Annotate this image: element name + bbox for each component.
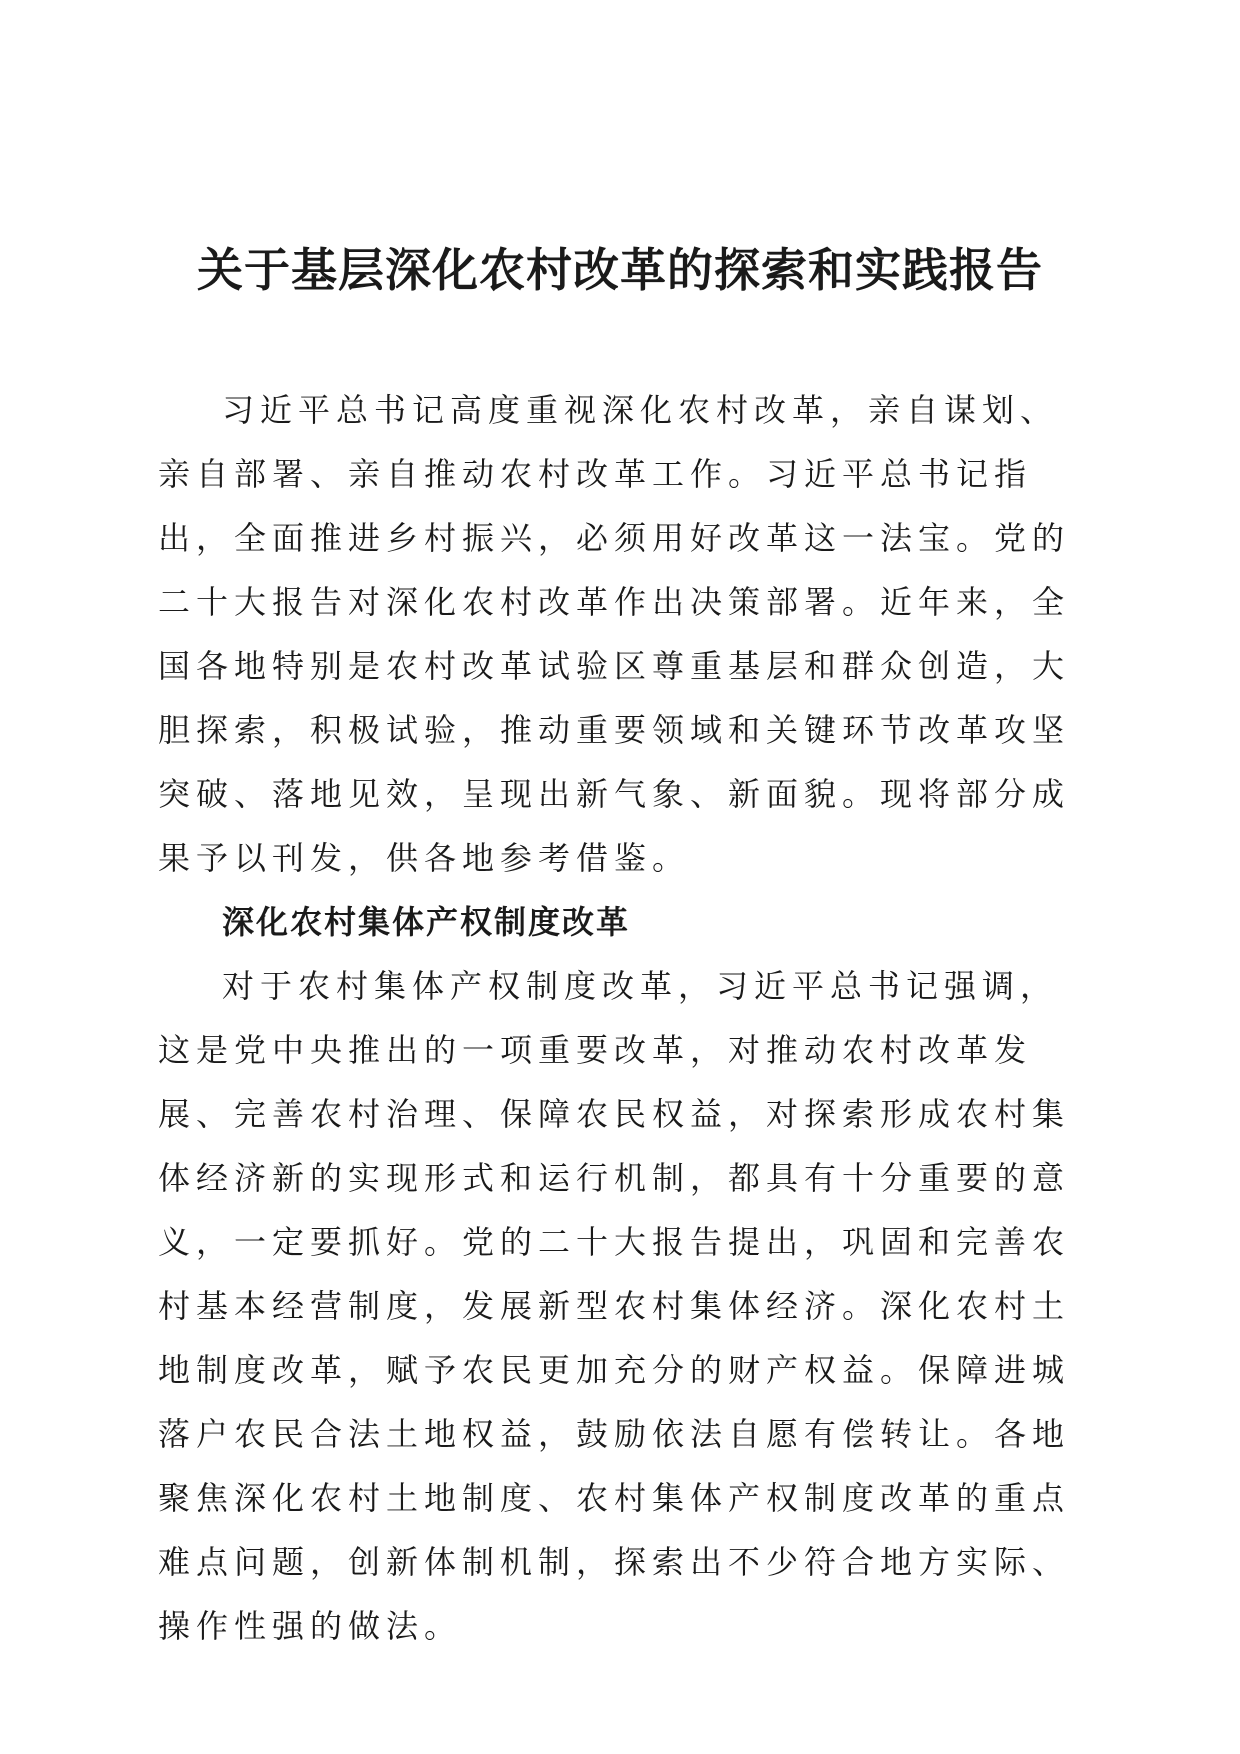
intro-paragraph: 习近平总书记高度重视深化农村改革，亲自谋划、亲自部署、亲自推动农村改革工作。习近平总书记指出，全面推进乡村振兴，必须用好改革这一法宝。党的二十大报告对深化农村改革作出决策部署。近年来，全国各地特别是农村改革试验区尊重基层和群众创造，大胆探索，积极试验，推动重要领域和关键环节改革攻坚突破、落地见效，呈现出新气象、新面貌。现将部分成果予以刊发，供各地参考借鉴。 bbox=[158, 391, 1071, 877]
document-body bbox=[158, 378, 1088, 1658]
section-heading: 深化农村集体产权制度改革 bbox=[222, 903, 631, 941]
document-title: 关于基层深化农村改革的探索和实践报告 bbox=[197, 243, 1043, 297]
section-paragraph: 对于农村集体产权制度改革，习近平总书记强调，这是党中央推出的一项重要改革，对推动农村改革发展、完善农村治理、保障农民权益，对探索形成农村集体经济新的实现形式和运行机制，都具有十分重要的意义，一定要抓好。党的二十大报告提出，巩固和完善农村基本经营制度，发展新型农村集体经济。深化农村土地制度改革，赋予农民更加充分的财产权益。保障进城落户农民合法土地权益，鼓励依法自愿有偿转让。各地聚焦深化农村土地制度、农村集体产权制度改革的重点难点问题，创新体制机制，探索出不少符合地方实际、操作性强的做法。 bbox=[158, 967, 1071, 1645]
